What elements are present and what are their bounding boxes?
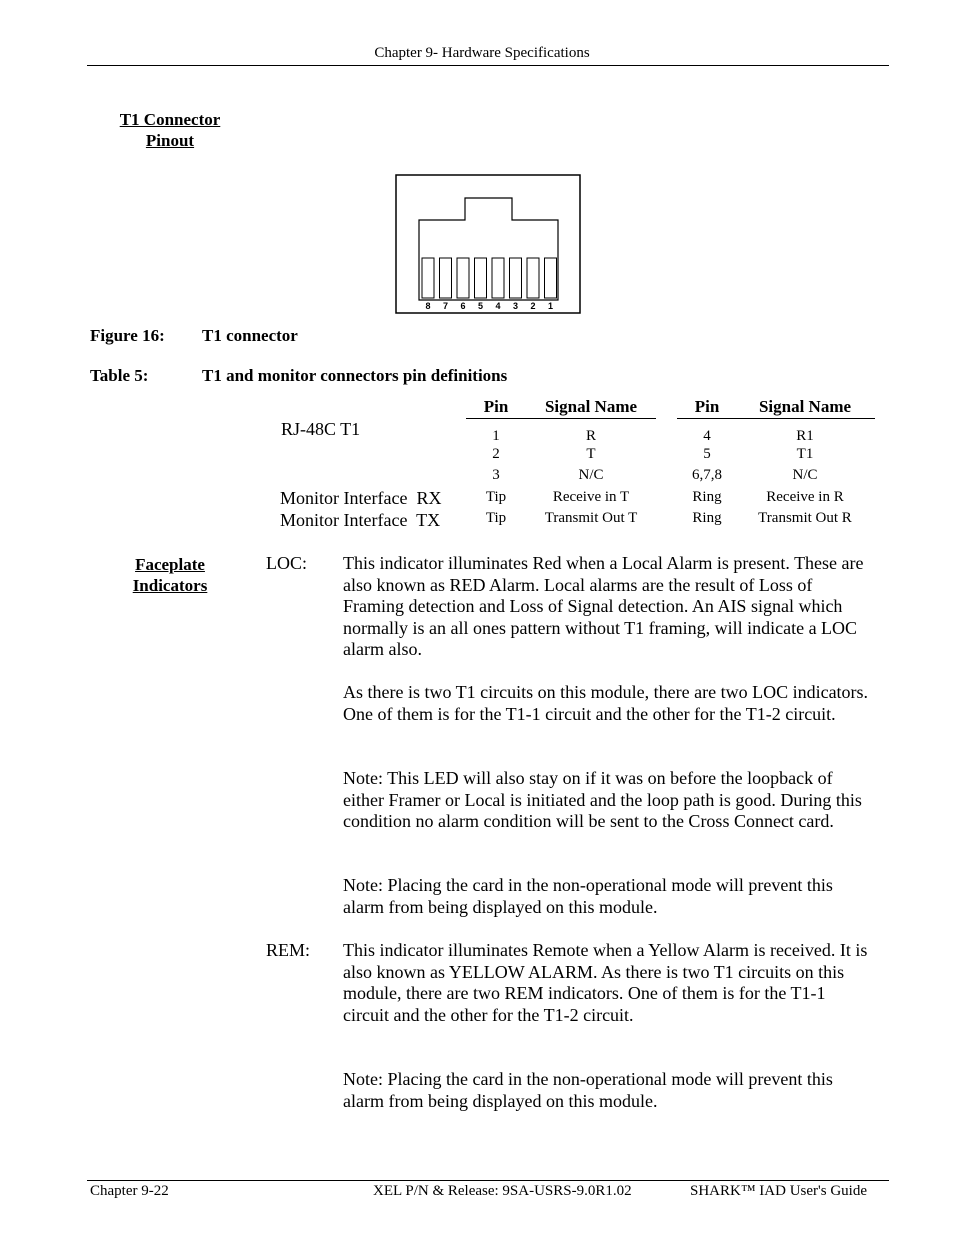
table-cell: 1 bbox=[492, 428, 500, 444]
table-title: T1 and monitor connectors pin definitions bbox=[202, 366, 508, 385]
table-cell: Ring bbox=[692, 489, 722, 505]
footer-guide-title: SHARK™ IAD User's Guide bbox=[690, 1183, 867, 1199]
table-row-label-rj48c: RJ-48C T1 bbox=[281, 419, 361, 439]
connector-heading-line1: T1 Connector bbox=[119, 110, 221, 129]
table-number: Table 5: bbox=[90, 366, 149, 385]
faceplate-heading-line1: Faceplate bbox=[135, 555, 205, 574]
footer-rule bbox=[87, 1180, 889, 1181]
loc-paragraph: Note: This LED will also stay on if it was on before the loopback of either Framer or Local is initiated and the loop path is good. During this condition no alarm condition will be sent to the Cross Connect card. bbox=[343, 768, 862, 831]
pin-number-label: 3 bbox=[512, 301, 519, 311]
rj48c-connector-diagram bbox=[395, 174, 582, 315]
table-cell: 3 bbox=[492, 467, 500, 483]
table-cell: 5 bbox=[703, 446, 711, 462]
table-cell: 4 bbox=[703, 428, 711, 444]
table-header-rule-right bbox=[677, 418, 875, 419]
table-cell: Transmit Out R bbox=[758, 510, 852, 526]
pin-number-label: 4 bbox=[495, 301, 501, 311]
table-row-label-monitor-tx: Monitor Interface TX bbox=[280, 510, 441, 530]
table-cell: T bbox=[586, 446, 596, 462]
table-header-signal-a: Signal Name bbox=[544, 397, 638, 416]
pin-number-label: 6 bbox=[460, 301, 466, 311]
connector-heading-line2: Pinout bbox=[145, 131, 195, 150]
pin-number-label: 7 bbox=[442, 301, 449, 311]
faceplate-heading-line2: Indicators bbox=[132, 576, 208, 595]
table-cell: R1 bbox=[796, 428, 814, 444]
table-cell: Receive in T bbox=[552, 489, 630, 505]
table-cell: Ring bbox=[692, 510, 722, 526]
rem-term: REM: bbox=[266, 940, 311, 960]
table-cell: R bbox=[585, 428, 596, 444]
table-cell: 6,7,8 bbox=[692, 467, 722, 483]
header-rule bbox=[87, 65, 889, 66]
table-cell: N/C bbox=[578, 467, 604, 483]
table-cell: 2 bbox=[492, 446, 500, 462]
table-cell: T1 bbox=[796, 446, 814, 462]
table-row-label-monitor-rx: Monitor Interface RX bbox=[280, 488, 442, 508]
loc-term: LOC: bbox=[266, 553, 308, 573]
pin-number-label: 1 bbox=[547, 301, 554, 311]
figure-title: T1 connector bbox=[202, 326, 298, 345]
page-header-title: Chapter 9- Hardware Specifications bbox=[374, 45, 590, 61]
loc-paragraph: As there is two T1 circuits on this module, there are two LOC indicators. One of them is for the T1-1 circuit and the other for the T1-2 circuit. bbox=[343, 682, 869, 724]
rem-paragraph: Note: Placing the card in the non-operational mode will prevent this alarm from being displayed on this module. bbox=[343, 1069, 833, 1111]
loc-paragraph: This indicator illuminates Red when a Local Alarm is present. These are also known as RED Alarm. Local alarms are the result of Loss of Framing detection and Loss of Signal detection. An AIS signal which normally is an all ones pattern without T1 framing, will indicate a LOC alarm also. bbox=[343, 553, 864, 659]
table-cell: Transmit Out T bbox=[544, 510, 638, 526]
table-header-signal-b: Signal Name bbox=[758, 397, 852, 416]
connector-section-heading bbox=[100, 109, 240, 151]
table-cell: N/C bbox=[792, 467, 818, 483]
table-header-pin-b: Pin bbox=[694, 397, 720, 416]
pin-number-label: 8 bbox=[425, 301, 431, 311]
pin-number-label: 2 bbox=[530, 301, 536, 311]
rem-paragraph: This indicator illuminates Remote when a Yellow Alarm is received. It is also known as YELLOW ALARM. As there is two T1 circuits on this module, there are two REM indicators. One of them is for the T1-1 circuit and the other for the T1-2 circuit. bbox=[343, 940, 868, 1025]
table-cell: Tip bbox=[485, 489, 507, 505]
table-header-rule-left bbox=[466, 418, 656, 419]
pin-number-label: 5 bbox=[477, 301, 484, 311]
table-cell: Tip bbox=[485, 510, 507, 526]
faceplate-section-heading bbox=[100, 554, 240, 596]
table-header-pin-a: Pin bbox=[483, 397, 509, 416]
footer-chapter: Chapter 9-22 bbox=[90, 1183, 169, 1199]
connector-outer-frame bbox=[396, 175, 580, 313]
loc-paragraph: Note: Placing the card in the non-operational mode will prevent this alarm from being displayed on this module. bbox=[343, 875, 833, 917]
footer-release: XEL P/N & Release: 9SA-USRS-9.0R1.02 bbox=[373, 1183, 632, 1199]
table-cell: Receive in R bbox=[766, 489, 844, 505]
figure-number: Figure 16: bbox=[90, 326, 165, 345]
